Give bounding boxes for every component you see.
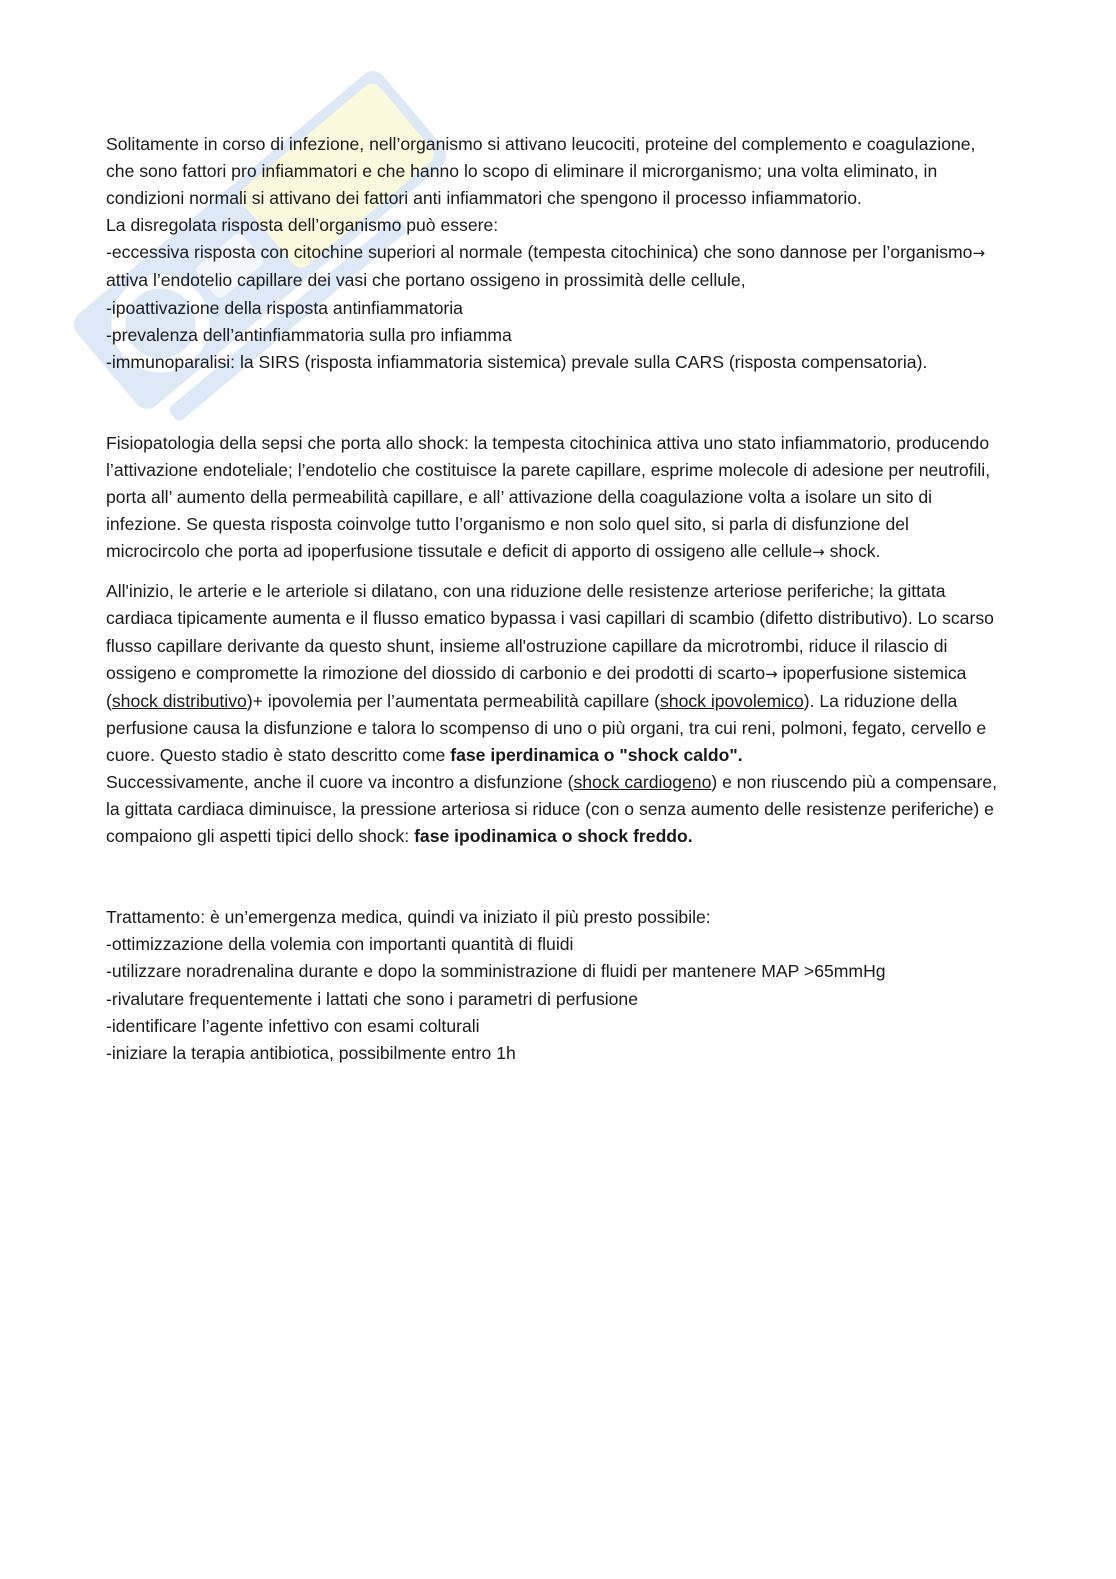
paragraph-text: Fisiopatologia della sepsi che porta allo shock: la tempesta citochinica attiva uno stato infiammatorio, producendo l’attivazione endoteliale; l’endotelio che costituisce la parete capillare, esprime molecole di adesione per neutrofili, porta all’ aumento della permeabilità capillare, e all’ attivazione della coagulazione volta a isolare un sito di infezione. Se questa risposta coinvolge tutto l’organismo e non solo quel sito, si parla di disfunzione del microcircolo che porta ad ipoperfusione tissutale e deficit di apporto di ossigeno alle cellule <box>106 432 991 562</box>
paragraph-text: )+ ipovolemia per l’aumentata permeabilità capillare ( <box>246 690 660 711</box>
paragraph-sepsis-pathophysiology <box>106 430 1006 566</box>
paragraph-text: ) e non riuscendo più a compensare, la gittata cardiaca diminuisce, la pressione arteriosa si riduce (con o senza aumento delle resistenze periferiche) e compaiono gli aspetti tipici dello shock: <box>106 771 997 847</box>
paragraph-hyperdynamic-phase <box>106 578 1006 769</box>
list-intro: Trattamento: è un’emergenza medica, quindi va iniziato il più presto possibile: <box>106 907 711 928</box>
paragraph-text: Successivamente, anche il cuore va incontro a disfunzione ( <box>106 771 574 792</box>
treatment-list <box>106 904 1006 1067</box>
list-item: -iniziare la terapia antibiotica, possibilmente entro 1h <box>106 1042 516 1063</box>
arrow-right-icon: → <box>972 244 986 263</box>
paragraph-text: ). La riduzione della perfusione causa la disfunzione e talora lo scompenso di uno o più organi, tra cui reni, polmoni, fegato, cervello e cuore. Questo stadio è stato descritto come <box>106 690 987 765</box>
list-item: -ottimizzazione della volemia con importanti quantità di fluidi <box>106 934 574 955</box>
term-shock-ipovolemico: shock ipovolemico <box>659 690 804 711</box>
term-shock-cardiogeno: shock cardiogeno <box>573 771 712 792</box>
list-item <box>106 239 1006 294</box>
list-item: -immunoparalisi: la SIRS (risposta infiammatoria sistemica) prevale sulla CARS (risposta compensatoria). <box>106 351 928 372</box>
list-item: -ipoattivazione della risposta antinfiammatoria <box>106 297 463 318</box>
arrow-right-icon: → <box>812 543 825 562</box>
arrow-right-icon: → <box>765 664 778 683</box>
paragraph-hypodynamic-phase <box>106 769 1006 850</box>
list-item-text: attiva l’endotelio capillare dei vasi che portano ossigeno in prossimità delle cellule, <box>106 270 746 291</box>
list-item: -identificare l’agente infettivo con esami colturali <box>106 1015 480 1036</box>
paragraph-infection-response: Solitamente in corso di infezione, nell’organismo si attivano leucociti, proteine del complemento e coagulazione, che sono fattori pro infiammatori e che hanno lo scopo di eliminare il microrganismo; una volta eliminato, in condizioni normali si attivano dei fattori anti infiammatori che spengono il processo infiammatorio. <box>106 134 976 209</box>
bold-phase-label: fase iperdinamica o "shock caldo". <box>450 744 743 765</box>
list-item: -rivalutare frequentemente i lattati che sono i parametri di perfusione <box>106 988 639 1009</box>
list-item-text: -eccessiva risposta con citochine superiori al normale (tempesta citochinica) che sono dannose per l’organismo <box>106 242 973 263</box>
document-body <box>106 131 1006 1067</box>
list-item: -prevalenza dell’antinfiammatoria sulla pro infiamma <box>106 324 512 345</box>
dysregulated-response-list <box>106 212 1006 376</box>
paragraph-text: shock. <box>824 541 881 562</box>
term-shock-distributivo: shock distributivo <box>111 690 247 711</box>
list-intro: La disregolata risposta dell’organismo può essere: <box>106 215 499 236</box>
list-item: -utilizzare noradrenalina durante e dopo la somministrazione di fluidi per mantenere MAP >65mmHg <box>106 961 886 982</box>
bold-phase-label: fase ipodinamica o shock freddo. <box>414 826 693 847</box>
paragraph-text: ipoperfusione sistemica ( <box>106 662 967 711</box>
paragraph-text: All'inizio, le arterie e le arteriole si dilatano, con una riduzione delle resistenze arteriose periferiche; la gittata cardiaca tipicamente aumenta e il flusso ematico bypassa i vasi capillari di scambio (difetto distributivo). Lo scarso flusso capillare derivante da questo shunt, insieme all'ostruzione capillare da microtrombi, riduce il rilascio di ossigeno e compromette la rimozione del diossido di carbonio e dei prodotti di scarto <box>106 581 994 683</box>
